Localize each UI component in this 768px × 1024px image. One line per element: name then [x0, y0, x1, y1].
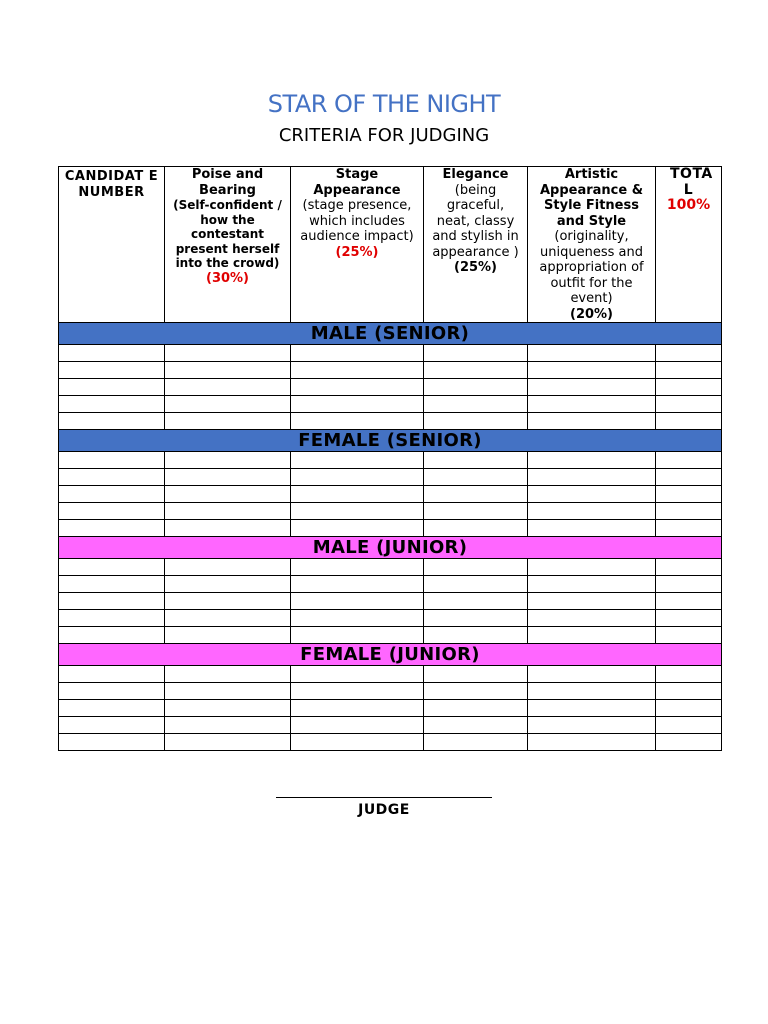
total-percent: 100% [666, 197, 711, 213]
artistic-name: Artistic Appearance & Style Fitness and Style [539, 167, 644, 229]
header-row [59, 167, 722, 323]
header-poise-and-bearing [165, 167, 291, 323]
table-row [59, 503, 722, 520]
table-row [59, 396, 722, 413]
stage-name: Stage Appearance [313, 167, 401, 198]
table-row [59, 683, 722, 700]
table-row [59, 593, 722, 610]
artistic-desc: (originality, uniqueness and appropriation of outfit for the event) [539, 229, 644, 306]
table-row [59, 610, 722, 627]
elegance-name: Elegance [442, 167, 509, 182]
section-female-junior [59, 644, 722, 666]
total-name: TOTA L [670, 166, 713, 198]
table-row [59, 379, 722, 396]
page-title: STAR OF THE NIGHT [267, 90, 501, 118]
judge-label: JUDGE [358, 802, 410, 818]
section-label: MALE (JUNIOR) [59, 537, 722, 559]
header-total [656, 167, 722, 323]
table-row [59, 520, 722, 537]
poise-name: Poise and Bearing [191, 167, 264, 198]
table-row [59, 576, 722, 593]
table-row [59, 559, 722, 576]
section-male-senior [59, 323, 722, 345]
page-subtitle: CRITERIA FOR JUDGING [278, 125, 490, 146]
table-row [59, 452, 722, 469]
table-row [59, 666, 722, 683]
table-row [59, 700, 722, 717]
stage-percent: (25%) [335, 244, 379, 260]
judging-table [58, 166, 722, 751]
header-stage-appearance [291, 167, 424, 323]
table-row [59, 413, 722, 430]
signature-line[interactable] [276, 797, 492, 798]
table-row [59, 734, 722, 751]
table-row [59, 717, 722, 734]
elegance-percent: (25%) [454, 260, 497, 275]
stage-desc: (stage presence, which includes audience impact) [300, 198, 414, 244]
section-label: MALE (SENIOR) [59, 323, 722, 345]
table-row [59, 362, 722, 379]
poise-desc: (Self-confident / how the contestant present herself into the crowd) [173, 198, 282, 270]
elegance-desc: (being graceful, neat, classy and stylish in appearance ) [432, 182, 519, 260]
section-label: FEMALE (JUNIOR) [59, 644, 722, 666]
header-artistic-appearance [528, 167, 656, 323]
table-row [59, 486, 722, 503]
poise-percent: (30%) [206, 270, 249, 286]
section-male-junior [59, 537, 722, 559]
table-row [59, 469, 722, 486]
header-candidate-number: CANDIDAT E NUMBER [59, 167, 165, 323]
header-elegance [424, 167, 528, 323]
table-row [59, 345, 722, 362]
table-row [59, 627, 722, 644]
artistic-percent: (20%) [570, 306, 613, 322]
section-label: FEMALE (SENIOR) [59, 430, 722, 452]
section-female-senior [59, 430, 722, 452]
